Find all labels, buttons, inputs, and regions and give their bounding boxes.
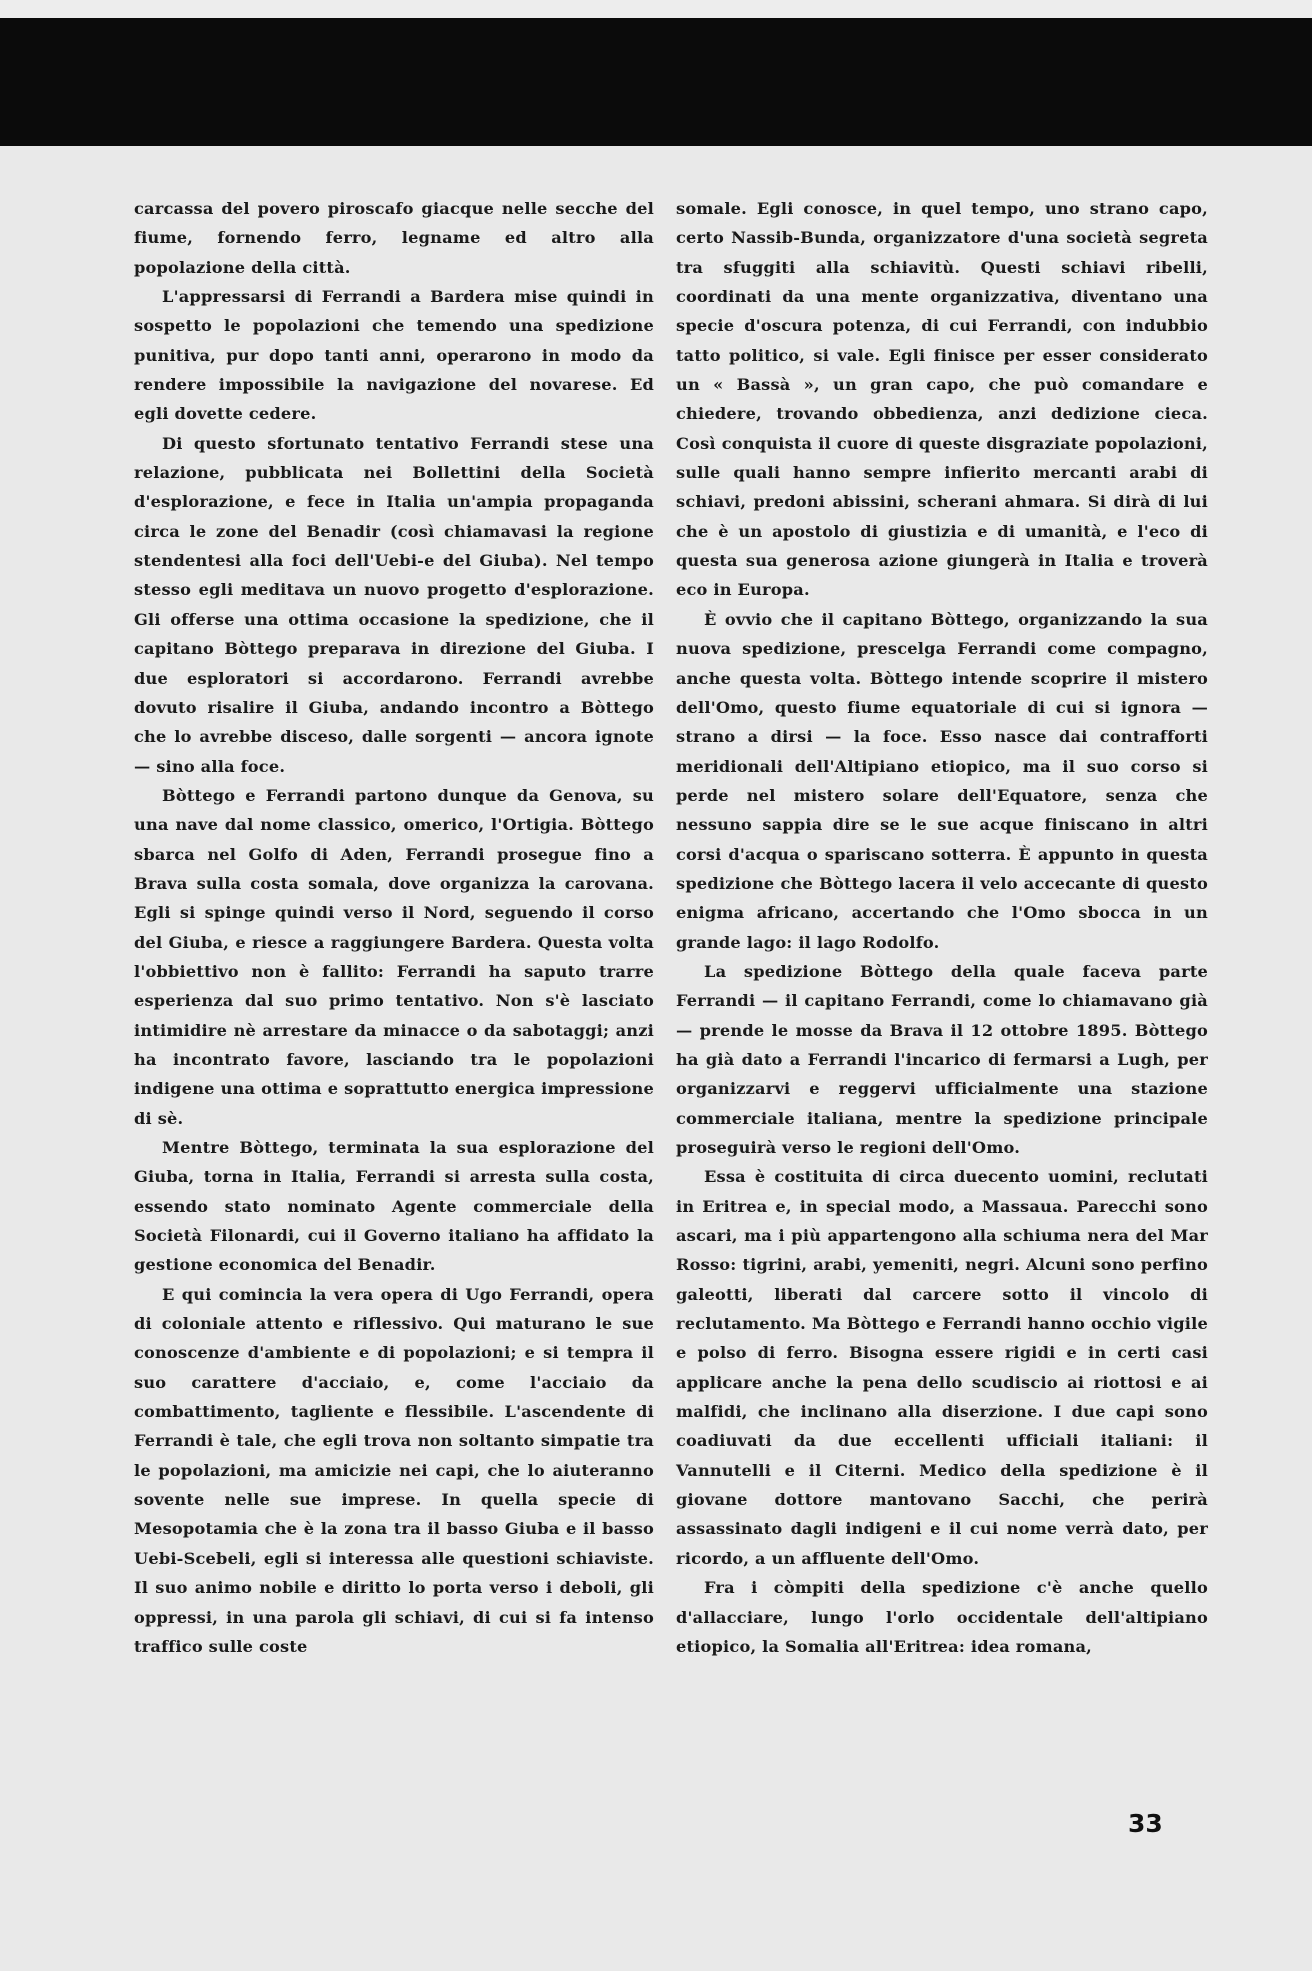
scan-top-margin [0, 0, 1312, 18]
paragraph: carcassa del povero piroscafo giacque nelle secche del fiume, fornendo ferro, legname ed altro alla popolazione della città. [134, 199, 654, 277]
paragraph: Bòttego e Ferrandi partono dunque da Genova, su una nave dal nome classico, omerico, l'Ortigia. Bòttego sbarca nel Golfo di Aden, Ferrandi prosegue fino a Brava sulla costa somala, dove organizza la carovana. Egli si spinge quindi verso il Nord, seguendo il corso del Giuba, e riesce a raggiungere Bardera. Questa volta l'obbiettivo non è fallito: Ferrandi ha saputo trarre esperienza dal suo primo tentativo. Non s'è lasciato intimidire nè arrestare da minacce o da sabotaggi; anzi ha incontrato favore, lasciando tra le popolazioni indigene una ottima e soprattutto energica impressione di sè. [134, 785, 654, 1128]
paragraph: somale. Egli conosce, in quel tempo, uno strano capo, certo Nassib-Bunda, organizzatore d'una società segreta tra sfuggiti alla schiavitù. Questi schiavi ribelli, coordinati da una mente organizzativa, diventano una specie d'oscura potenza, di cui Ferrandi, con indubbio tatto politico, si vale. Egli finisce per esser considerato un « Bassà », un gran capo, che può comandare e chiedere, trovando obbedienza, anzi dedizione cieca. Così conquista il cuore di queste disgraziate popolazioni, sulle quali hanno sempre infierito mercanti arabi di schiavi, predoni abissini, scherani ahmara. Si dirà di lui che è un apostolo di giustizia e di umanità, e l'eco di questa sua generosa azione giungerà in Italia e troverà eco in Europa. [676, 199, 1208, 600]
right-text-column [676, 194, 1208, 1661]
paragraph: Di questo sfortunato tentativo Ferrandi stese una relazione, pubblicata nei Bollettini della Società d'esplorazione, e fece in Italia un'ampia propaganda circa le zone del Benadir (così chiamavasi la regione stendentesi alla foci dell'Uebi-e del Giuba). Nel tempo stesso egli meditava un nuovo progetto d'esplorazione. Gli offerse una ottima occasione la spedizione, che il capitano Bòttego preparava in direzione del Giuba. I due esploratori si accordarono. Ferrandi avrebbe dovuto risalire il Giuba, andando incontro a Bòttego che lo avrebbe disceso, dalle sorgenti — ancora ignote — sino alla foce. [134, 433, 654, 776]
page-number: 33 [1128, 1809, 1163, 1838]
paragraph: La spedizione Bòttego della quale faceva parte Ferrandi — il capitano Ferrandi, come lo chiamavano già — prende le mosse da Brava il 12 ottobre 1895. Bòttego ha già dato a Ferrandi l'incarico di fermarsi a Lugh, per organizzarvi e reggervi ufficialmente una stazione commerciale italiana, mentre la spedizione principale proseguirà verso le regioni dell'Omo. [676, 961, 1208, 1157]
paragraph: Mentre Bòttego, terminata la sua esplorazione del Giuba, torna in Italia, Ferrandi si arresta sulla costa, essendo stato nominato Agente commerciale della Società Filonardi, cui il Governo italiano ha affidato la gestione economica del Benadir. [134, 1138, 654, 1275]
paragraph: Essa è costituita di circa duecento uomini, reclutati in Eritrea e, in special modo, a Massaua. Parecchi sono ascari, ma i più appartengono alla schiuma nera del Mar Rosso: tigrini, arabi, yemeniti, negri. Alcuni sono perfino galeotti, liberati dal carcere sotto il vincolo di reclutamento. Ma Bòttego e Ferrandi hanno occhio vigile e polso di ferro. Bisogna essere rigidi e in certi casi applicare anche la pena dello scudiscio ai riottosi e ai malfidi, che inclinano alla diserzione. I due capi sono coadiuvati da due eccellenti ufficiali italiani: il Vannutelli e il Citerni. Medico della spedizione è il giovane dottore mantovano Sacchi, che perirà assassinato dagli indigeni e il cui nome verrà dato, per ricordo, a un affluente dell'Omo. [676, 1167, 1208, 1568]
left-text-column [134, 194, 654, 1661]
paragraph: Fra i còmpiti della spedizione c'è anche quello d'allacciare, lungo l'orlo occidentale dell'altipiano etiopico, la Somalia all'Eritrea: idea romana, [676, 1578, 1208, 1656]
scan-black-border [0, 18, 1312, 146]
paragraph: È ovvio che il capitano Bòttego, organizzando la sua nuova spedizione, prescelga Ferrandi come compagno, anche questa volta. Bòttego intende scoprire il mistero dell'Omo, questo fiume equatoriale di cui si ignora — strano a dirsi — la foce. Esso nasce dai contrafforti meridionali dell'Altipiano etiopico, ma il suo corso si perde nel mistero solare dell'Equatore, senza che nessuno sappia dire se le sue acque finiscano in altri corsi d'acqua o spariscano sotterra. È appunto in questa spedizione che Bòttego lacera il velo accecante di questo enigma africano, accertando che l'Omo sbocca in un grande lago: il lago Rodolfo. [676, 609, 1208, 952]
paragraph: L'appressarsi di Ferrandi a Bardera mise quindi in sospetto le popolazioni che temendo una spedizione punitiva, pur dopo tanti anni, operarono in modo da rendere impossibile la navigazione del novarese. Ed egli dovette cedere. [134, 287, 654, 424]
paragraph: E qui comincia la vera opera di Ugo Ferrandi, opera di coloniale attento e riflessivo. Qui maturano le sue conoscenze d'ambiente e di popolazioni; e si tempra il suo carattere d'acciaio, e, come l'acciaio da combattimento, tagliente e flessibile. L'ascendente di Ferrandi è tale, che egli trova non soltanto simpatie tra le popolazioni, ma amicizie nei capi, che lo aiuteranno sovente nelle sue imprese. In quella specie di Mesopotamia che è la zona tra il basso Giuba e il basso Uebi-Scebeli, egli si interessa alle questioni schiaviste. Il suo animo nobile e diritto lo porta verso i deboli, gli oppressi, in una parola gli schiavi, di cui si fa intenso traffico sulle coste [134, 1284, 654, 1656]
book-page [0, 146, 1312, 1971]
